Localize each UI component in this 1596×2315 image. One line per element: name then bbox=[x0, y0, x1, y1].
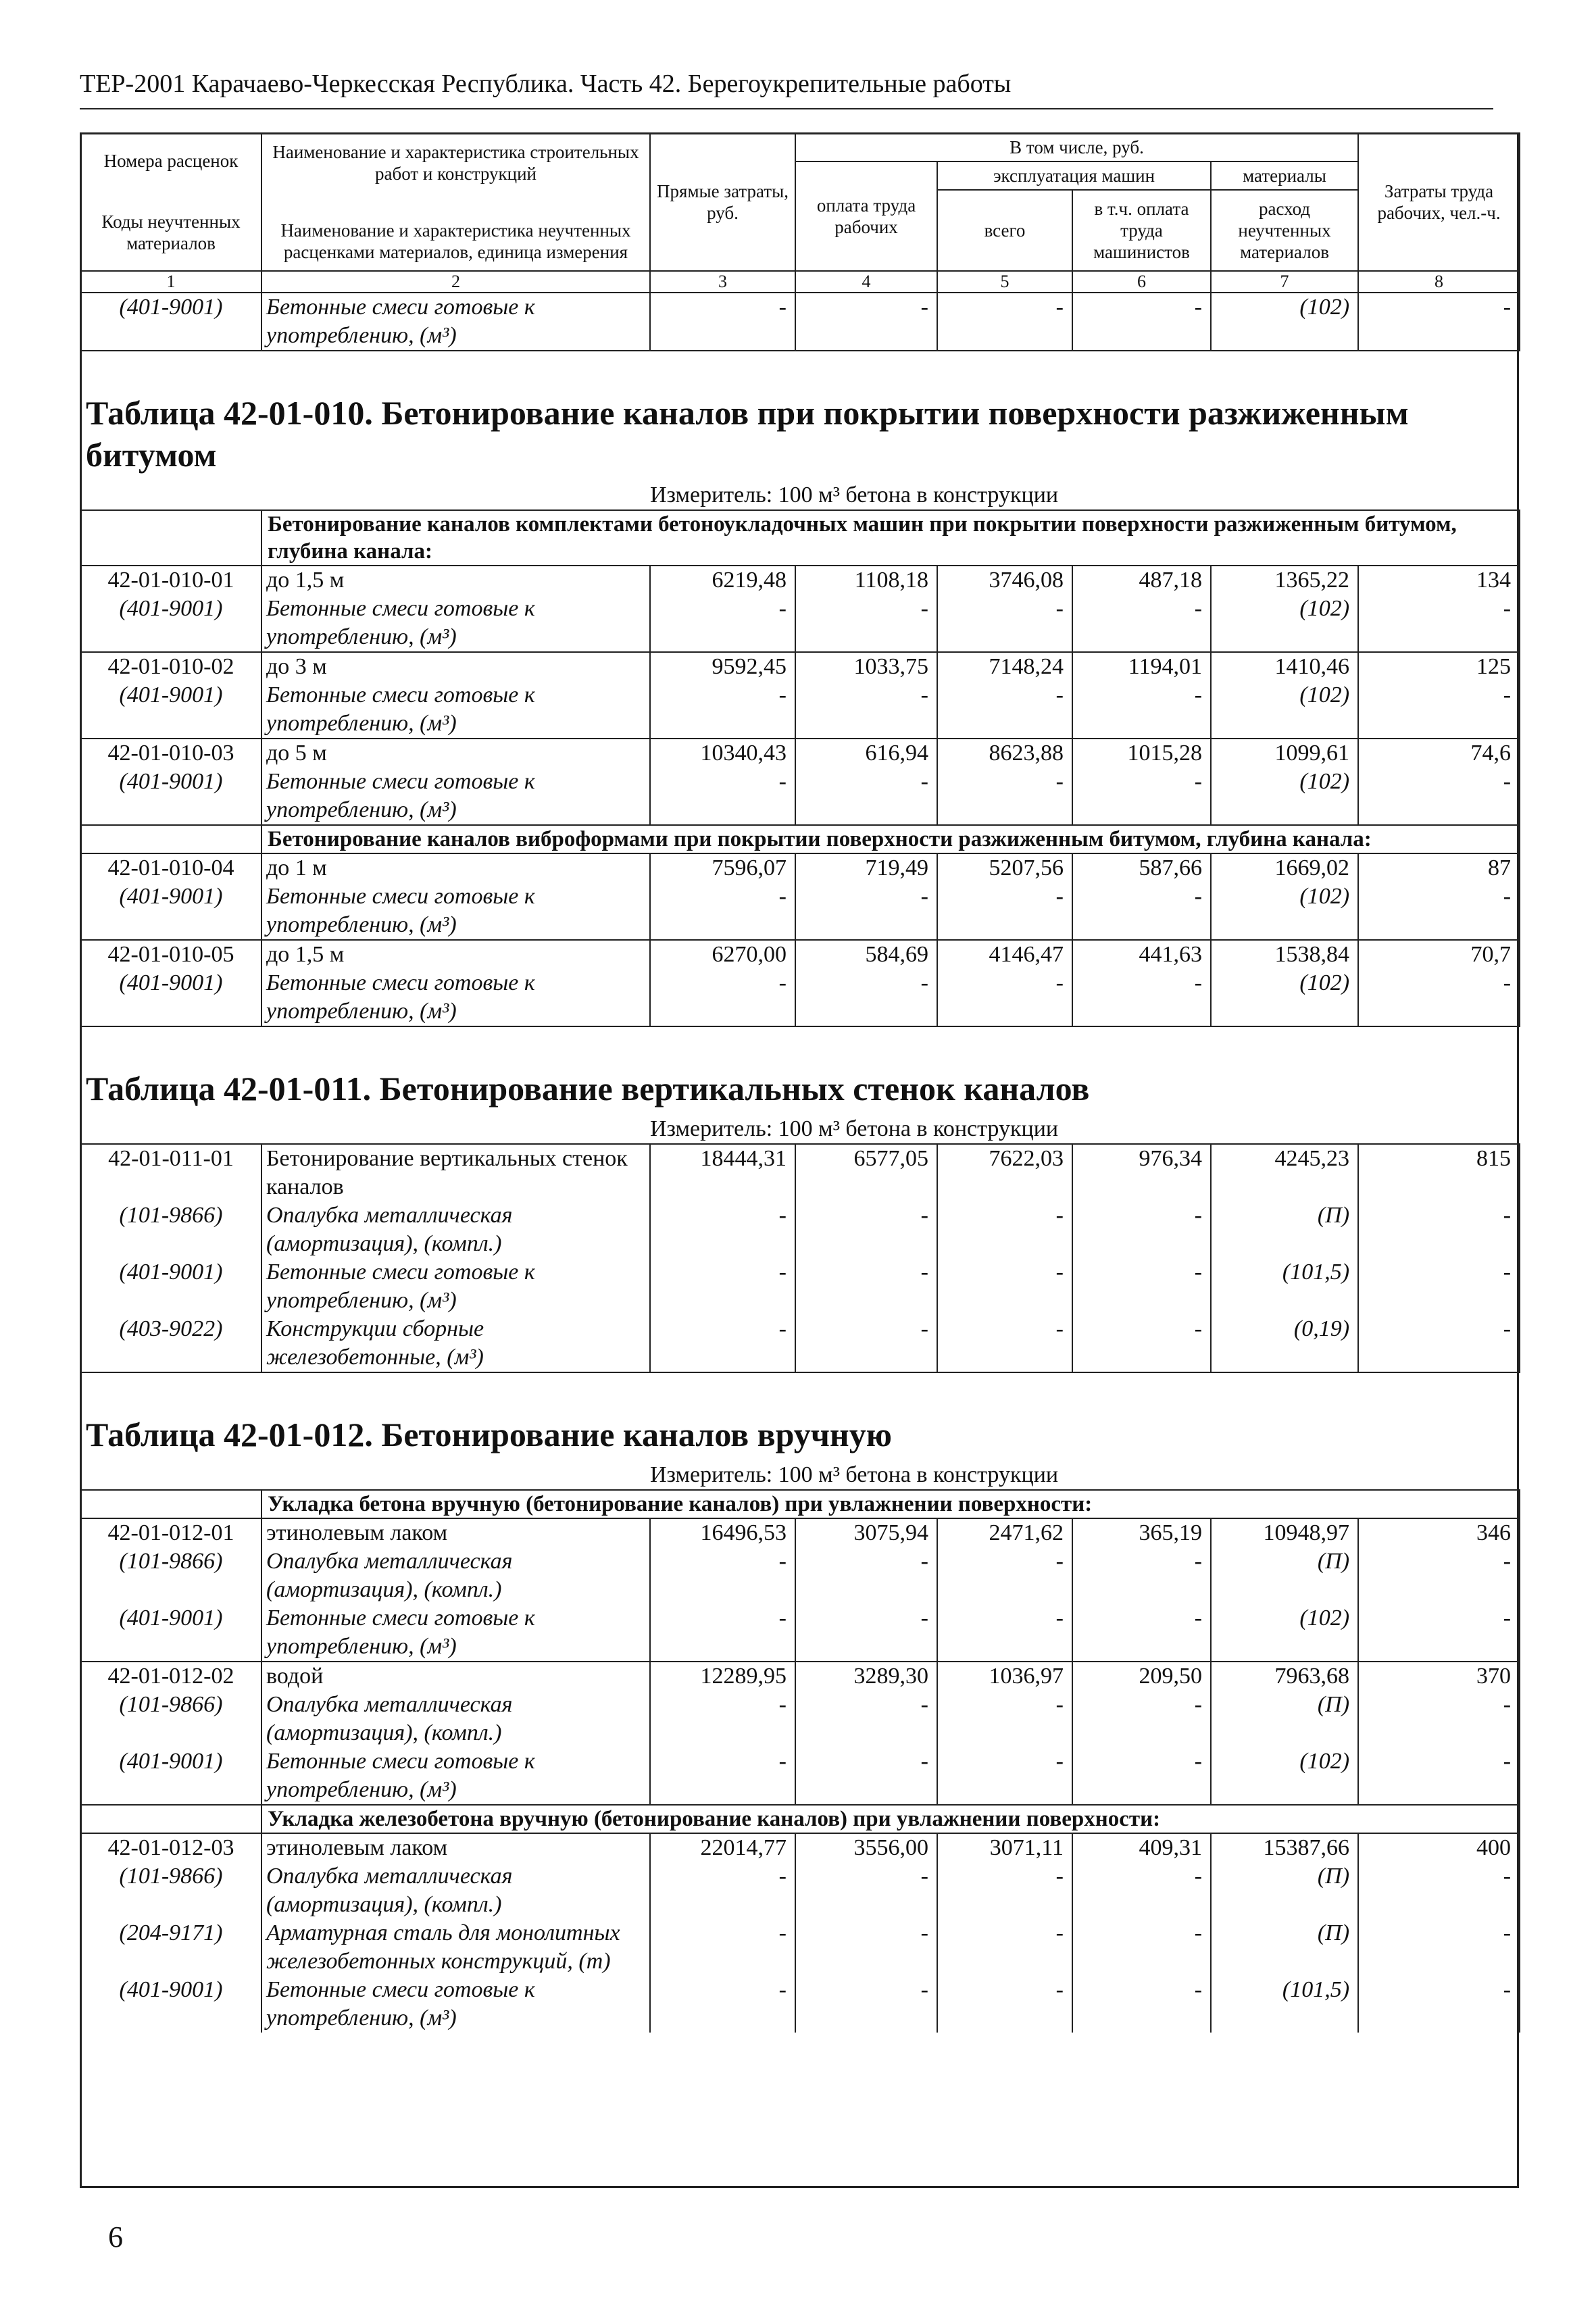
rate-code: 42-01-012-02 bbox=[80, 1662, 261, 1691]
value-m5: - bbox=[937, 969, 1072, 1026]
material-row bbox=[80, 681, 1520, 739]
value-m7: (102) bbox=[1211, 882, 1358, 940]
subsection-spacer bbox=[80, 825, 261, 853]
header-row-1 bbox=[80, 133, 1520, 161]
value-v5: 5207,56 bbox=[937, 853, 1072, 882]
value-v7: 7963,68 bbox=[1211, 1662, 1358, 1691]
value-m4: - bbox=[795, 969, 937, 1026]
material-consumption: (102) bbox=[1211, 1604, 1358, 1662]
header-machinists: в т.ч. оплата труда машинистов bbox=[1072, 190, 1211, 271]
value-v8: 74,6 bbox=[1358, 739, 1520, 768]
material-consumption: (102) bbox=[1211, 1747, 1358, 1805]
value-v8: - bbox=[1358, 293, 1520, 351]
dash-value: - bbox=[1072, 1258, 1211, 1315]
material-row bbox=[80, 1315, 1520, 1372]
rate-row bbox=[80, 853, 1520, 882]
value-m5: - bbox=[937, 681, 1072, 739]
value-v7: 1099,61 bbox=[1211, 739, 1358, 768]
dash-value: - bbox=[1358, 1691, 1520, 1747]
material-description: Бетонные смеси готовые к употреблению, (м³) bbox=[261, 293, 650, 351]
rate-code: 42-01-010-03 bbox=[80, 739, 261, 768]
rate-description: этинолевым лаком bbox=[261, 1518, 650, 1547]
material-code: (204-9171) bbox=[80, 1919, 261, 1976]
value-m4: - bbox=[795, 882, 937, 940]
value-v5: 8623,88 bbox=[937, 739, 1072, 768]
dash-value: - bbox=[1358, 1862, 1520, 1919]
value-v4: 584,69 bbox=[795, 940, 937, 969]
value-v4: 3075,94 bbox=[795, 1518, 937, 1547]
dash-value: - bbox=[937, 1976, 1072, 2033]
header-machines: эксплуатация машин bbox=[937, 161, 1211, 190]
rates-table bbox=[80, 132, 1520, 2033]
rate-code: 42-01-010-02 bbox=[80, 652, 261, 681]
value-v4: 1033,75 bbox=[795, 652, 937, 681]
dash-value: - bbox=[795, 1201, 937, 1258]
dash-value: - bbox=[650, 1976, 795, 2033]
material-code: (401-9001) bbox=[80, 1747, 261, 1805]
value-m6: - bbox=[1072, 768, 1211, 825]
rate-code: 42-01-010-05 bbox=[80, 940, 261, 969]
dash-value: - bbox=[795, 1604, 937, 1662]
value-v6: 1015,28 bbox=[1072, 739, 1211, 768]
material-row bbox=[80, 1604, 1520, 1662]
col-num: 5 bbox=[937, 271, 1072, 293]
dash-value: - bbox=[1072, 1747, 1211, 1805]
value-v5: 7622,03 bbox=[937, 1144, 1072, 1201]
col-num: 4 bbox=[795, 271, 937, 293]
dash-value: - bbox=[1358, 1258, 1520, 1315]
material-description: Бетонные смеси готовые к употреблению, (м³) bbox=[261, 1976, 650, 2033]
value-v8: 370 bbox=[1358, 1662, 1520, 1691]
value-m8: - bbox=[1358, 882, 1520, 940]
value-v7: (102) bbox=[1211, 293, 1358, 351]
value-v7: 15387,66 bbox=[1211, 1833, 1358, 1862]
material-description: Бетонные смеси готовые к употреблению, (м³) bbox=[261, 595, 650, 652]
dash-value: - bbox=[795, 1258, 937, 1315]
value-v4: 6577,05 bbox=[795, 1144, 937, 1201]
value-v8: 400 bbox=[1358, 1833, 1520, 1862]
material-code: (401-9001) bbox=[80, 681, 261, 739]
value-m3: - bbox=[650, 681, 795, 739]
subsection-heading: Бетонирование каналов виброформами при покрытии поверхности разжиженным битумом, глубина канала: bbox=[261, 825, 1520, 853]
subsection-spacer bbox=[80, 1490, 261, 1518]
header-including: В том числе, руб. bbox=[795, 133, 1358, 161]
material-description: Опалубка металлическая (амортизация), (компл.) bbox=[261, 1547, 650, 1604]
dash-value: - bbox=[937, 1547, 1072, 1604]
value-v4: 3556,00 bbox=[795, 1833, 937, 1862]
subsection-spacer bbox=[80, 510, 261, 566]
subsection-heading: Укладка бетона вручную (бетонирование каналов) при увлажнении поверхности: bbox=[261, 1490, 1520, 1518]
value-v6: 441,63 bbox=[1072, 940, 1211, 969]
dash-value: - bbox=[1072, 1919, 1211, 1976]
meter-spacer bbox=[80, 1110, 650, 1144]
rate-row bbox=[80, 1833, 1520, 1862]
value-v6: 209,50 bbox=[1072, 1662, 1211, 1691]
meter-row bbox=[80, 1455, 1520, 1490]
subsection-row bbox=[80, 510, 1520, 566]
material-description: Бетонные смеси готовые к употреблению, (м³) bbox=[261, 882, 650, 940]
dash-value: - bbox=[795, 1862, 937, 1919]
table-title: Таблица 42-01-011. Бетонирование вертикальных стенок каналов bbox=[80, 1026, 1520, 1110]
value-v7: 1410,46 bbox=[1211, 652, 1358, 681]
header-names: Наименование и характеристика строительных работ и конструкций Наименование и характеристика неучтенных расценками материалов, единица измерения bbox=[261, 133, 650, 271]
material-description: Бетонные смеси готовые к употреблению, (м³) bbox=[261, 768, 650, 825]
value-m7: (102) bbox=[1211, 595, 1358, 652]
page-number: 6 bbox=[108, 2220, 123, 2254]
value-m5: - bbox=[937, 595, 1072, 652]
value-v7: 4245,23 bbox=[1211, 1144, 1358, 1201]
material-code: (401-9001) bbox=[80, 882, 261, 940]
rate-row bbox=[80, 1662, 1520, 1691]
material-consumption: (101,5) bbox=[1211, 1976, 1358, 2033]
material-row bbox=[80, 1747, 1520, 1805]
value-v3: - bbox=[650, 293, 795, 351]
value-v6: 976,34 bbox=[1072, 1144, 1211, 1201]
rate-code: 42-01-011-01 bbox=[80, 1144, 261, 1201]
material-description: Бетонные смеси готовые к употреблению, (м³) bbox=[261, 1747, 650, 1805]
value-v5: 1036,97 bbox=[937, 1662, 1072, 1691]
material-row bbox=[80, 969, 1520, 1026]
value-v6: 409,31 bbox=[1072, 1833, 1211, 1862]
meter-row bbox=[80, 1110, 1520, 1144]
table-title-row bbox=[80, 1372, 1520, 1455]
value-m7: (102) bbox=[1211, 768, 1358, 825]
rate-row bbox=[80, 1518, 1520, 1547]
col-num: 2 bbox=[261, 271, 650, 293]
rate-row bbox=[80, 566, 1520, 595]
col-num: 6 bbox=[1072, 271, 1211, 293]
rate-description: водой bbox=[261, 1662, 650, 1691]
value-m3: - bbox=[650, 595, 795, 652]
subsection-row bbox=[80, 1490, 1520, 1518]
dash-value: - bbox=[1072, 1976, 1211, 2033]
material-row bbox=[80, 1691, 1520, 1747]
dash-value: - bbox=[795, 1691, 937, 1747]
material-code: (101-9866) bbox=[80, 1201, 261, 1258]
dash-value: - bbox=[650, 1747, 795, 1805]
value-v7: 1365,22 bbox=[1211, 566, 1358, 595]
value-m3: - bbox=[650, 882, 795, 940]
material-description: Бетонные смеси готовые к употреблению, (м³) bbox=[261, 681, 650, 739]
dash-value: - bbox=[937, 1258, 1072, 1315]
rate-description: до 1,5 м bbox=[261, 940, 650, 969]
dash-value: - bbox=[1358, 1919, 1520, 1976]
header-total: всего bbox=[937, 190, 1072, 271]
material-row bbox=[80, 1862, 1520, 1919]
value-v6: 365,19 bbox=[1072, 1518, 1211, 1547]
material-row bbox=[80, 1976, 1520, 2033]
value-v8: 125 bbox=[1358, 652, 1520, 681]
header-rule bbox=[80, 108, 1493, 109]
meter-label: Измеритель: 100 м³ бетона в конструкции bbox=[650, 1110, 1520, 1144]
material-consumption: (П) bbox=[1211, 1919, 1358, 1976]
dash-value: - bbox=[795, 1976, 937, 2033]
value-v7: 1669,02 bbox=[1211, 853, 1358, 882]
material-consumption: (П) bbox=[1211, 1201, 1358, 1258]
material-consumption: (П) bbox=[1211, 1547, 1358, 1604]
value-v4: 1108,18 bbox=[795, 566, 937, 595]
value-v6: 487,18 bbox=[1072, 566, 1211, 595]
subsection-heading: Бетонирование каналов комплектами бетоноукладочных машин при покрытии поверхности разжиженным битумом, глубина канала: bbox=[261, 510, 1520, 566]
value-v3: 10340,43 bbox=[650, 739, 795, 768]
value-v5: 7148,24 bbox=[937, 652, 1072, 681]
value-v3: 12289,95 bbox=[650, 1662, 795, 1691]
rate-code: 42-01-010-04 bbox=[80, 853, 261, 882]
dash-value: - bbox=[1358, 1747, 1520, 1805]
rate-description: до 5 м bbox=[261, 739, 650, 768]
table-title: Таблица 42-01-012. Бетонирование каналов вручную bbox=[80, 1372, 1520, 1455]
value-v7: 1538,84 bbox=[1211, 940, 1358, 969]
subsection-row bbox=[80, 1805, 1520, 1833]
value-v8: 815 bbox=[1358, 1144, 1520, 1201]
col-num: 1 bbox=[80, 271, 261, 293]
value-m7: (102) bbox=[1211, 969, 1358, 1026]
material-description: Опалубка металлическая (амортизация), (компл.) bbox=[261, 1862, 650, 1919]
value-v3: 6270,00 bbox=[650, 940, 795, 969]
material-row bbox=[80, 768, 1520, 825]
rate-row bbox=[80, 652, 1520, 681]
value-m3: - bbox=[650, 768, 795, 825]
header-material-use: расход неучтенных материалов bbox=[1211, 190, 1358, 271]
material-row bbox=[80, 882, 1520, 940]
dash-value: - bbox=[1072, 1604, 1211, 1662]
page-header: ТЕР-2001 Карачаево-Черкесская Республика. Часть 42. Берегоукрепительные работы bbox=[80, 70, 1012, 98]
value-m5: - bbox=[937, 882, 1072, 940]
value-m8: - bbox=[1358, 768, 1520, 825]
rate-row bbox=[80, 1144, 1520, 1201]
rate-row bbox=[80, 739, 1520, 768]
dash-value: - bbox=[937, 1919, 1072, 1976]
dash-value: - bbox=[937, 1691, 1072, 1747]
material-code: (101-9866) bbox=[80, 1862, 261, 1919]
value-v6: 587,66 bbox=[1072, 853, 1211, 882]
dash-value: - bbox=[650, 1201, 795, 1258]
value-v3: 18444,31 bbox=[650, 1144, 795, 1201]
material-consumption: (0,19) bbox=[1211, 1315, 1358, 1372]
rate-description: этинолевым лаком bbox=[261, 1833, 650, 1862]
value-m6: - bbox=[1072, 969, 1211, 1026]
meter-spacer bbox=[80, 1455, 650, 1490]
material-code: (401-9001) bbox=[80, 768, 261, 825]
dash-value: - bbox=[795, 1547, 937, 1604]
subsection-row bbox=[80, 825, 1520, 853]
value-m4: - bbox=[795, 595, 937, 652]
value-v3: 16496,53 bbox=[650, 1518, 795, 1547]
value-v5: 3746,08 bbox=[937, 566, 1072, 595]
dash-value: - bbox=[937, 1862, 1072, 1919]
value-m4: - bbox=[795, 681, 937, 739]
carryover-row bbox=[80, 293, 1520, 351]
dash-value: - bbox=[650, 1691, 795, 1747]
value-m7: (102) bbox=[1211, 681, 1358, 739]
value-v5: - bbox=[937, 293, 1072, 351]
dash-value: - bbox=[1358, 1547, 1520, 1604]
meter-label: Измеритель: 100 м³ бетона в конструкции bbox=[650, 476, 1520, 510]
value-v8: 134 bbox=[1358, 566, 1520, 595]
meter-row bbox=[80, 476, 1520, 510]
value-v4: 616,94 bbox=[795, 739, 937, 768]
material-row bbox=[80, 1547, 1520, 1604]
material-description: Бетонные смеси готовые к употреблению, (м³) bbox=[261, 1604, 650, 1662]
dash-value: - bbox=[795, 1747, 937, 1805]
subsection-spacer bbox=[80, 1805, 261, 1833]
value-v6: 1194,01 bbox=[1072, 652, 1211, 681]
meter-spacer bbox=[80, 476, 650, 510]
material-consumption: (П) bbox=[1211, 1862, 1358, 1919]
value-v8: 346 bbox=[1358, 1518, 1520, 1547]
material-code: (101-9866) bbox=[80, 1547, 261, 1604]
material-description: Опалубка металлическая (амортизация), (компл.) bbox=[261, 1691, 650, 1747]
header-labor: Затраты труда рабочих, чел.-ч. bbox=[1358, 133, 1520, 271]
value-v3: 22014,77 bbox=[650, 1833, 795, 1862]
dash-value: - bbox=[1072, 1201, 1211, 1258]
header-materials: материалы bbox=[1211, 161, 1358, 190]
dash-value: - bbox=[937, 1604, 1072, 1662]
col-num: 8 bbox=[1358, 271, 1520, 293]
rate-code: 42-01-012-01 bbox=[80, 1518, 261, 1547]
material-code: (401-9001) bbox=[80, 1258, 261, 1315]
value-m6: - bbox=[1072, 595, 1211, 652]
dash-value: - bbox=[795, 1315, 937, 1372]
col-num: 3 bbox=[650, 271, 795, 293]
header-direct-costs: Прямые затраты, руб. bbox=[650, 133, 795, 271]
material-code: (401-9001) bbox=[80, 1976, 261, 2033]
material-code: (401-9001) bbox=[80, 1604, 261, 1662]
rate-description: до 3 м bbox=[261, 652, 650, 681]
table-title-row bbox=[80, 1026, 1520, 1110]
meter-label: Измеритель: 100 м³ бетона в конструкции bbox=[650, 1455, 1520, 1490]
value-m6: - bbox=[1072, 882, 1211, 940]
dash-value: - bbox=[937, 1315, 1072, 1372]
rate-description: Бетонирование вертикальных стенок каналов bbox=[261, 1144, 650, 1201]
value-v4: 719,49 bbox=[795, 853, 937, 882]
value-m8: - bbox=[1358, 969, 1520, 1026]
value-v6: - bbox=[1072, 293, 1211, 351]
value-m3: - bbox=[650, 969, 795, 1026]
value-m8: - bbox=[1358, 595, 1520, 652]
value-v8: 87 bbox=[1358, 853, 1520, 882]
material-row bbox=[80, 1201, 1520, 1258]
rate-code: 42-01-010-01 bbox=[80, 566, 261, 595]
dash-value: - bbox=[1358, 1201, 1520, 1258]
material-description: Конструкции сборные железобетонные, (м³) bbox=[261, 1315, 650, 1372]
value-v5: 4146,47 bbox=[937, 940, 1072, 969]
value-v5: 2471,62 bbox=[937, 1518, 1072, 1547]
value-v3: 9592,45 bbox=[650, 652, 795, 681]
value-v4: 3289,30 bbox=[795, 1662, 937, 1691]
material-row bbox=[80, 1919, 1520, 1976]
material-code: (101-9866) bbox=[80, 1691, 261, 1747]
value-v8: 70,7 bbox=[1358, 940, 1520, 969]
material-consumption: (101,5) bbox=[1211, 1258, 1358, 1315]
material-description: Бетонные смеси готовые к употреблению, (м³) bbox=[261, 969, 650, 1026]
value-m5: - bbox=[937, 768, 1072, 825]
material-code: (401-9001) bbox=[80, 969, 261, 1026]
dash-value: - bbox=[1358, 1315, 1520, 1372]
table-title-row bbox=[80, 351, 1520, 476]
dash-value: - bbox=[650, 1547, 795, 1604]
value-v3: 6219,48 bbox=[650, 566, 795, 595]
rate-code: 42-01-012-03 bbox=[80, 1833, 261, 1862]
dash-value: - bbox=[1358, 1976, 1520, 2033]
value-m6: - bbox=[1072, 681, 1211, 739]
value-m8: - bbox=[1358, 681, 1520, 739]
dash-value: - bbox=[650, 1604, 795, 1662]
dash-value: - bbox=[1072, 1547, 1211, 1604]
dash-value: - bbox=[650, 1919, 795, 1976]
rate-description: до 1,5 м bbox=[261, 566, 650, 595]
material-code: (401-9001) bbox=[80, 595, 261, 652]
material-row bbox=[80, 1258, 1520, 1315]
dash-value: - bbox=[1072, 1862, 1211, 1919]
material-code: (401-9001) bbox=[80, 293, 261, 351]
subsection-heading: Укладка железобетона вручную (бетонирование каналов) при увлажнении поверхности: bbox=[261, 1805, 1520, 1833]
header-pay: оплата труда рабочих bbox=[795, 161, 937, 271]
header-codes: Номера расценок Коды неучтенных материалов bbox=[80, 133, 261, 271]
dash-value: - bbox=[937, 1201, 1072, 1258]
dash-value: - bbox=[937, 1747, 1072, 1805]
rate-row bbox=[80, 940, 1520, 969]
material-description: Опалубка металлическая (амортизация), (компл.) bbox=[261, 1201, 650, 1258]
rate-description: до 1 м bbox=[261, 853, 650, 882]
dash-value: - bbox=[795, 1919, 937, 1976]
value-v3: 7596,07 bbox=[650, 853, 795, 882]
material-description: Арматурная сталь для монолитных железобетонных конструкций, (т) bbox=[261, 1919, 650, 1976]
material-code: (403-9022) bbox=[80, 1315, 261, 1372]
value-v5: 3071,11 bbox=[937, 1833, 1072, 1862]
material-description: Бетонные смеси готовые к употреблению, (м³) bbox=[261, 1258, 650, 1315]
table-title: Таблица 42-01-010. Бетонирование каналов при покрытии поверхности разжиженным битумом bbox=[80, 351, 1520, 476]
dash-value: - bbox=[1072, 1691, 1211, 1747]
dash-value: - bbox=[650, 1315, 795, 1372]
dash-value: - bbox=[650, 1258, 795, 1315]
value-v7: 10948,97 bbox=[1211, 1518, 1358, 1547]
dash-value: - bbox=[650, 1862, 795, 1919]
dash-value: - bbox=[1358, 1604, 1520, 1662]
dash-value: - bbox=[1072, 1315, 1211, 1372]
value-m4: - bbox=[795, 768, 937, 825]
col-num: 7 bbox=[1211, 271, 1358, 293]
material-consumption: (П) bbox=[1211, 1691, 1358, 1747]
value-v4: - bbox=[795, 293, 937, 351]
column-numbers-row bbox=[80, 271, 1520, 293]
material-row bbox=[80, 595, 1520, 652]
